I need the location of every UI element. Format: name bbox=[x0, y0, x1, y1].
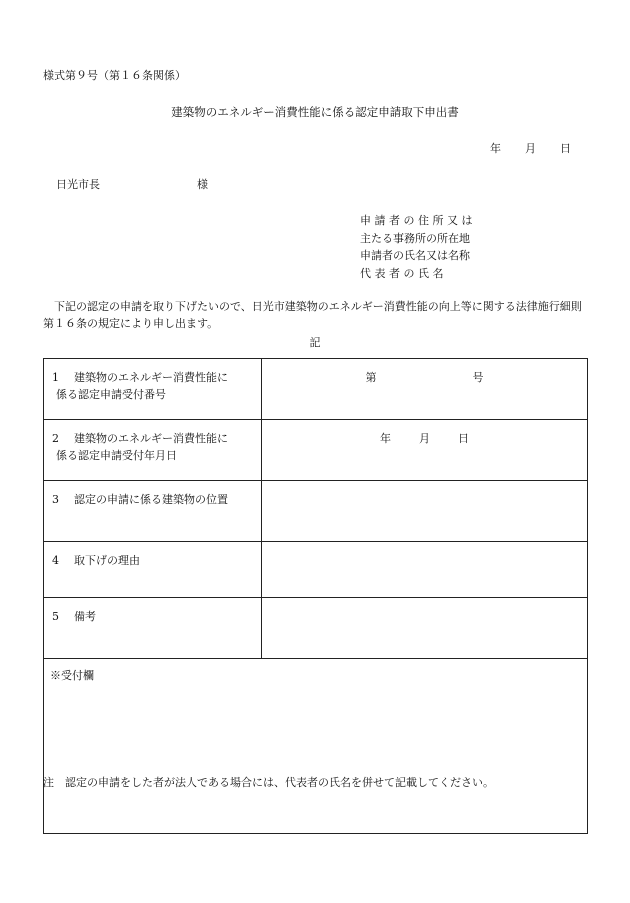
value-month: 月 bbox=[419, 432, 430, 445]
row-number: 3 bbox=[52, 493, 59, 506]
date-month-label: 月 bbox=[525, 142, 536, 155]
building-location-field[interactable] bbox=[262, 481, 588, 542]
table-row bbox=[44, 598, 588, 659]
table-row bbox=[44, 659, 588, 834]
footnote: 注 認定の申請をした者が法人である場合には、代表者の氏名を併せて記載してください。 bbox=[43, 776, 494, 789]
applicant-line: 申 請 者 の 住 所 又 は bbox=[360, 214, 473, 227]
value-suffix: 号 bbox=[472, 371, 484, 384]
applicant-line: 申請者の氏名又は名称 bbox=[360, 249, 470, 262]
table-row bbox=[44, 359, 588, 420]
row-label bbox=[44, 359, 262, 420]
receipt-number-field[interactable] bbox=[262, 359, 588, 420]
value-prefix: 第 bbox=[365, 371, 377, 384]
date-day-label: 日 bbox=[560, 142, 571, 155]
row-label-line1: 建築物のエネルギー消費性能に bbox=[74, 371, 228, 384]
ki-heading: 記 bbox=[309, 336, 321, 349]
applicant-line: 代 表 者 の 氏 名 bbox=[360, 266, 444, 280]
applicant-line: 主たる事務所の所在地 bbox=[360, 231, 470, 245]
receipt-date-field[interactable] bbox=[262, 420, 588, 481]
row-label-text: 取下げの理由 bbox=[74, 554, 140, 567]
row-number: 4 bbox=[52, 554, 59, 567]
row-label-line2: 係る認定申請受付年月日 bbox=[56, 449, 177, 462]
document-title: 建築物のエネルギー消費性能に係る認定申請取下申出書 bbox=[171, 105, 459, 119]
row-label-text: 備考 bbox=[74, 610, 96, 623]
reception-label: ※受付欄 bbox=[50, 669, 94, 682]
date-line bbox=[490, 140, 571, 156]
addressee: 日光市長 bbox=[56, 178, 100, 191]
row-label-line2: 係る認定申請受付番号 bbox=[56, 388, 166, 401]
row-number: 5 bbox=[52, 610, 59, 623]
application-table bbox=[43, 358, 588, 834]
honorific: 様 bbox=[197, 178, 208, 191]
remarks-field[interactable] bbox=[262, 598, 588, 659]
row-label bbox=[44, 542, 262, 598]
reception-field bbox=[44, 659, 588, 834]
row-label bbox=[44, 598, 262, 659]
body-paragraph: 下記の認定の申請を取り下げたいので、日光市建築物のエネルギー消費性能の向上等に関する法律施行細則第１６条の規定により申し出ます。 bbox=[43, 300, 582, 330]
value-year: 年 bbox=[380, 432, 391, 445]
row-label-line1: 建築物のエネルギー消費性能に bbox=[74, 432, 228, 445]
table-row bbox=[44, 542, 588, 598]
applicant-block bbox=[360, 212, 472, 282]
row-number: 1 bbox=[52, 371, 59, 384]
table-row bbox=[44, 420, 588, 481]
row-label bbox=[44, 481, 262, 542]
row-label-text: 認定の申請に係る建築物の位置 bbox=[74, 493, 228, 506]
row-label bbox=[44, 420, 262, 481]
date-year-label: 年 bbox=[490, 142, 501, 155]
form-number: 様式第９号（第１６条関係） bbox=[43, 69, 186, 82]
withdrawal-reason-field[interactable] bbox=[262, 542, 588, 598]
row-number: 2 bbox=[52, 432, 59, 445]
value-day: 日 bbox=[458, 432, 469, 445]
table-row bbox=[44, 481, 588, 542]
